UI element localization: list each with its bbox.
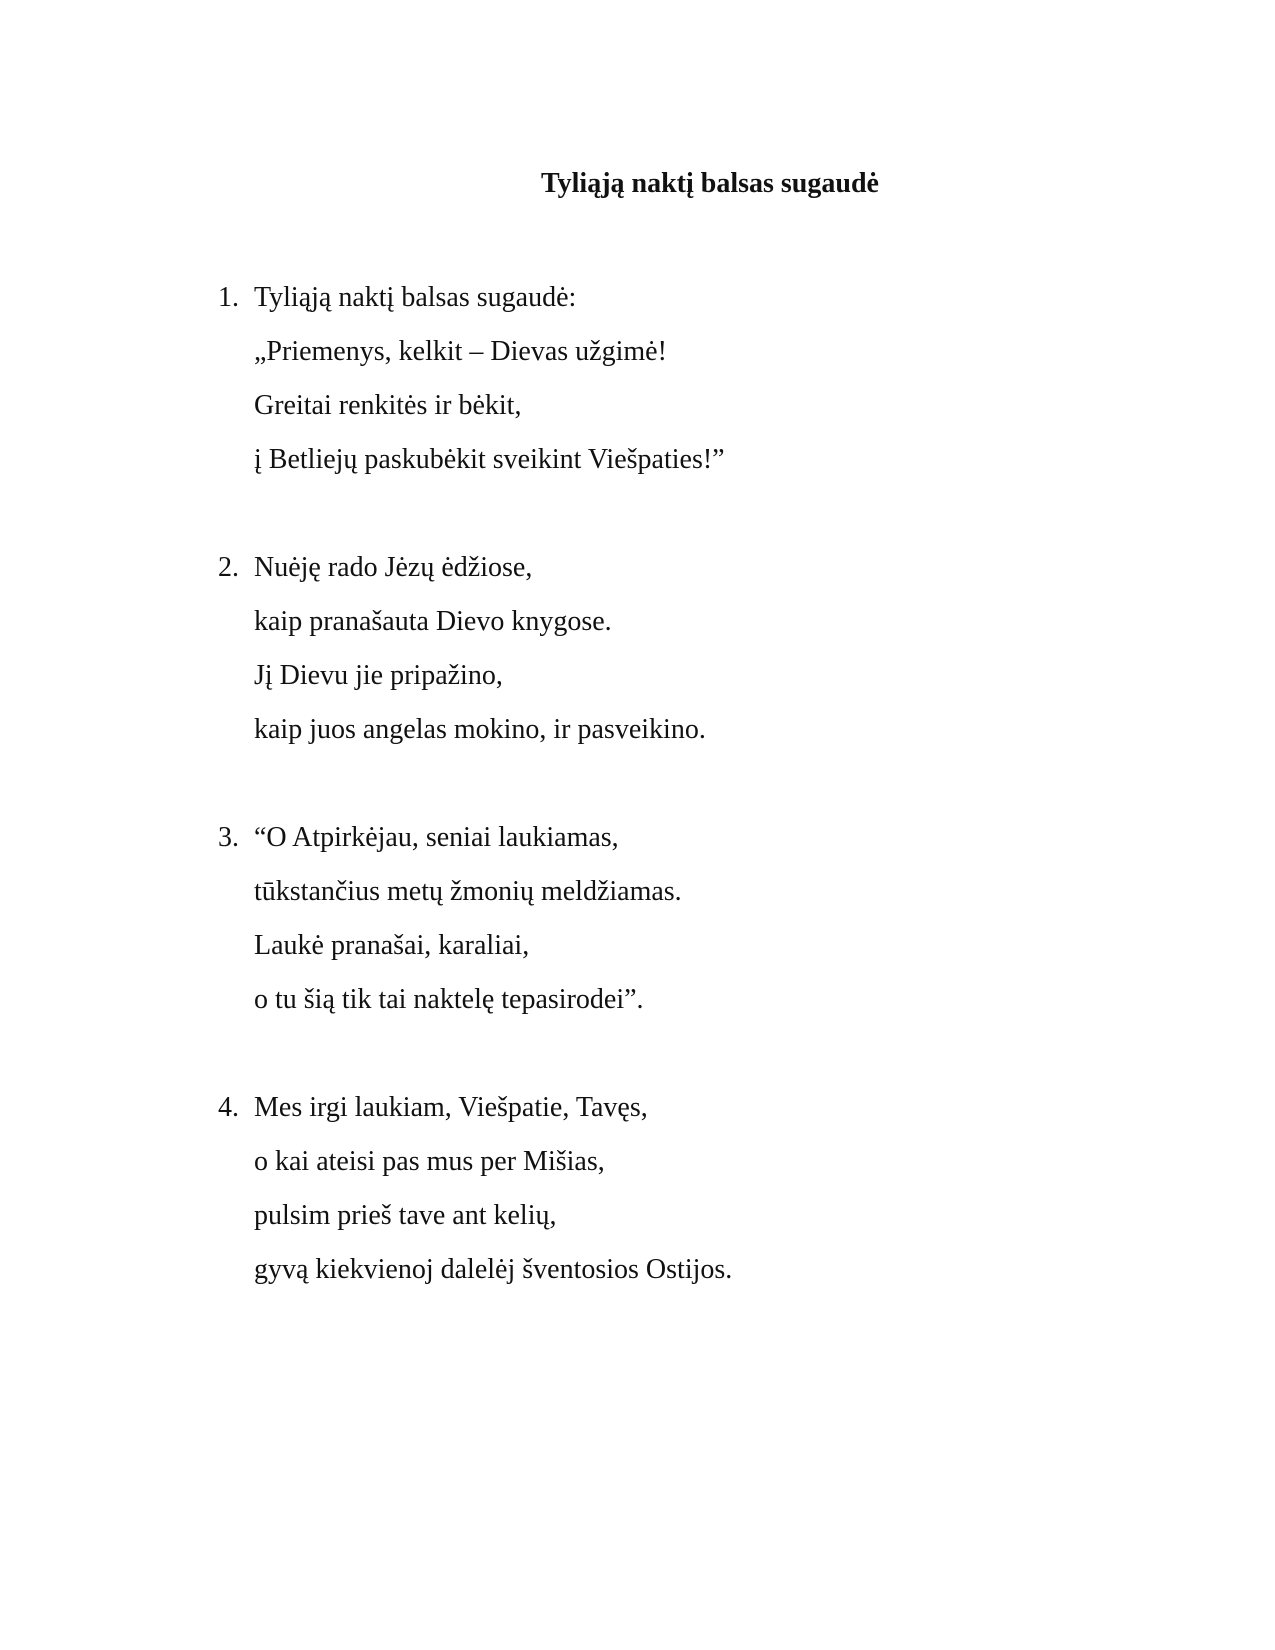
verse-line: o kai ateisi pas mus per Mišias,: [254, 1146, 605, 1177]
verse-number: 4.: [218, 1092, 239, 1123]
verse-4: [218, 1081, 1118, 1297]
verse-number: 1.: [218, 282, 239, 313]
verse-number: 2.: [218, 552, 239, 583]
verse-line: kaip pranašauta Dievo knygose.: [254, 606, 612, 637]
document-title: Tyliąją naktį balsas sugaudė: [541, 168, 879, 199]
verse-2: [218, 541, 1118, 757]
verse-line: “O Atpirkėjau, seniai laukiamas,: [254, 822, 619, 853]
verse-line: Tyliąją naktį balsas sugaudė:: [254, 282, 577, 313]
verse-1: [218, 271, 1118, 487]
verse-number: 3.: [218, 822, 239, 853]
verses-list: [218, 271, 1118, 1351]
verse-line: Jį Dievu jie pripažino,: [254, 660, 503, 691]
verse-line: o tu šią tik tai naktelę tepasirodei”.: [254, 984, 644, 1015]
verse-line: tūkstančius metų žmonių meldžiamas.: [254, 876, 682, 907]
verse-line: gyvą kiekvienoj dalelėj šventosios Ostijos.: [254, 1254, 733, 1285]
verse-lines: [254, 811, 1118, 1027]
verse-line: Mes irgi laukiam, Viešpatie, Tavęs,: [254, 1092, 648, 1123]
verse-lines: [254, 271, 1118, 487]
verse-lines: [254, 541, 1118, 757]
verse-line: „Priemenys, kelkit – Dievas užgimė!: [254, 336, 667, 367]
verse-line: Nuėję rado Jėzų ėdžiose,: [254, 552, 533, 583]
verse-line: Laukė pranašai, karaliai,: [254, 930, 530, 961]
verse-line: į Betliejų paskubėkit sveikint Viešpaties!”: [254, 444, 725, 475]
verse-line: pulsim prieš tave ant kelių,: [254, 1200, 557, 1231]
verse-3: [218, 811, 1118, 1027]
verse-line: Greitai renkitės ir bėkit,: [254, 390, 522, 421]
verse-line: kaip juos angelas mokino, ir pasveikino.: [254, 714, 706, 745]
verse-lines: [254, 1081, 1118, 1297]
